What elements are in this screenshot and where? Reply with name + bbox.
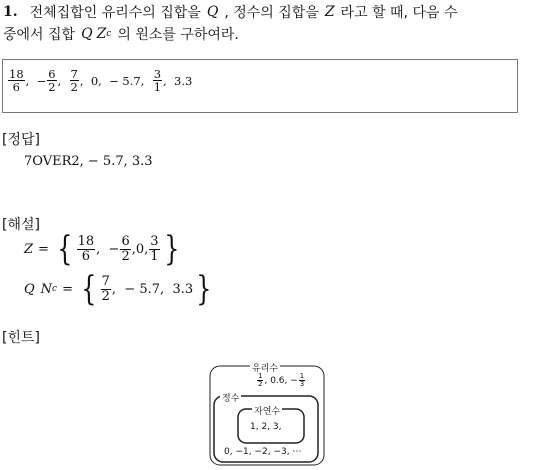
right-brace-icon: } [163, 229, 179, 269]
var-q: Q [24, 281, 35, 297]
problem-number: 1. [3, 4, 18, 20]
var-z: Z [24, 241, 34, 257]
given-fraction-4: $\frac{3}{1}$ [153, 67, 162, 95]
given-fraction-1: $\frac{18}{6}$ [9, 67, 24, 95]
given-fraction-2: $\frac{6}{2}$ [48, 67, 56, 95]
result-decimal-2: 3.3 [172, 281, 194, 297]
given-values: $\frac{18}{6}$ , − $\frac{6}{2}$ , $\frac{7}{2}$ , 0 , − 5.7 , $\frac{3}{1}$ , 3.3 [9, 67, 193, 95]
explanation-z-set: Z = { $\frac{18}{6}$ , − $\frac{6}{2}$ , 0 , $\frac{3}{1}$ } [24, 229, 179, 269]
rational-items-text: 0.6, − [270, 375, 298, 386]
problem-text-1a: 전체집합인 유리수의 집합을 [29, 5, 201, 21]
explanation-label: [해설] [2, 217, 40, 233]
integer-label: 정수 [220, 391, 241, 404]
given-box [2, 59, 518, 113]
answer-text: 7OVER2, − 5.7, 3.3 [24, 154, 153, 169]
set-z-symbol: Z [324, 4, 335, 20]
rational-frac-a: $\frac{1}{2}$ [258, 372, 263, 389]
set-q-symbol: Q [206, 4, 219, 20]
answer-label: [정답] [2, 132, 40, 148]
left-brace-icon: { [57, 229, 73, 269]
given-fraction-3: $\frac{7}{2}$ [70, 67, 78, 95]
right-brace-icon-2: } [196, 269, 212, 309]
z-fraction-3: $\frac{3}{1}$ [150, 233, 159, 264]
problem-text-1c: 라고 할 때, 다음 수 [340, 5, 458, 21]
set-diagram [208, 363, 326, 467]
problem-text-2a: 중에서 집합 [3, 27, 76, 43]
natural-items: 1, 2, 3, [250, 422, 282, 432]
expr-q: Q [81, 26, 93, 42]
problem-line-2 [3, 24, 239, 44]
given-zero: 0 [90, 73, 99, 88]
given-decimal-1: − 5.7 [109, 73, 141, 88]
left-brace-icon-2: { [81, 269, 97, 309]
given-decimal-2: 3.3 [174, 73, 193, 88]
explanation-result-set: Q N c = { $\frac{7}{2}$ , − 5.7 , 3.3 } [24, 269, 212, 309]
z-fraction-2: $\frac{6}{2}$ [121, 233, 130, 264]
equals-sign: = [38, 241, 49, 257]
result-fraction: $\frac{7}{2}$ [101, 273, 110, 304]
expr-z: Z [96, 26, 107, 42]
z-neg-sign: − [108, 241, 120, 257]
problem-text-1b: , 정수의 집합을 [224, 5, 319, 21]
z-fraction-1: $\frac{18}{6}$ [77, 233, 95, 264]
natural-label: 자연수 [252, 404, 282, 417]
complement-sup: c [52, 284, 58, 294]
rational-items: $\frac{1}{2}$ , 0.6, − $\frac{1}{3}$ [258, 372, 305, 389]
rational-label: 유리수 [250, 361, 280, 374]
z-zero: 0 [135, 241, 145, 257]
given-neg-sign: − [36, 73, 47, 88]
rational-frac-b: $\frac{1}{3}$ [299, 372, 305, 389]
integer-items: 0, −1, −2, −3, ⋯ [224, 447, 302, 457]
expr-complement: c [106, 29, 112, 39]
equals-sign-2: = [62, 281, 73, 297]
problem-text-2b: 의 원소를 구하여라. [117, 27, 239, 43]
problem-line-1 [3, 2, 457, 22]
result-decimal-1: − 5.7 [124, 281, 161, 297]
hint-label: [힌트] [2, 330, 40, 346]
var-n: N [40, 281, 53, 297]
